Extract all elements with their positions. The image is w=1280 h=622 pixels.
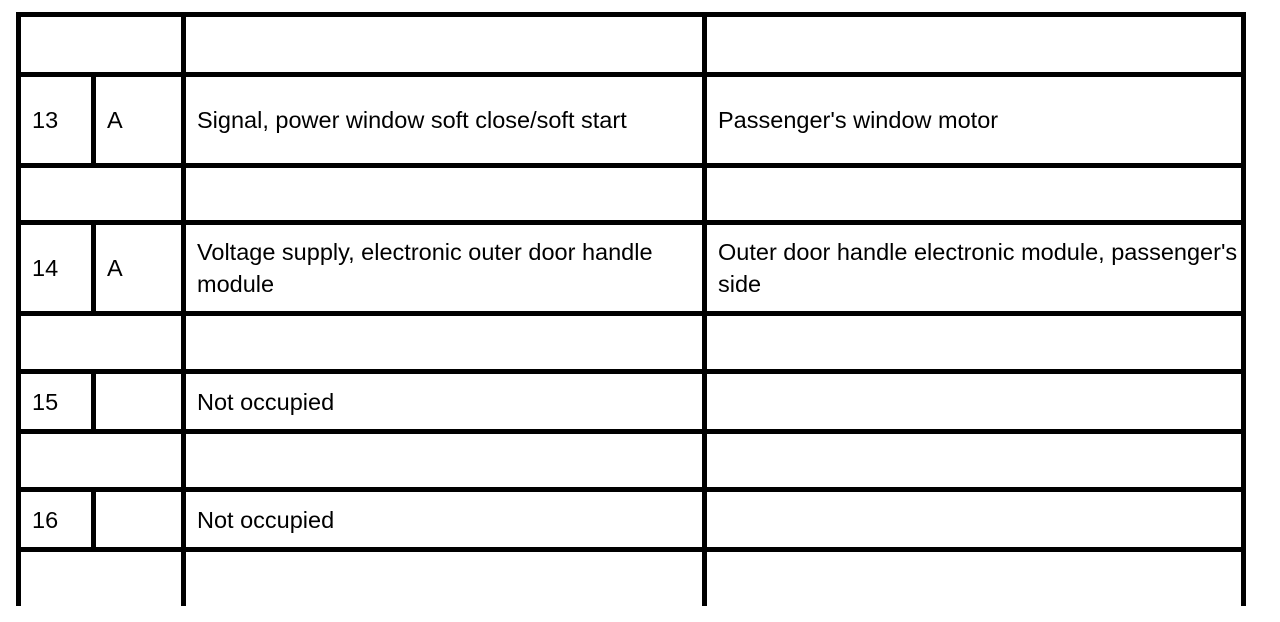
pin-cell: 14 xyxy=(21,225,91,311)
spacer-cell xyxy=(21,434,181,487)
description-cell: Not occupied xyxy=(186,492,702,547)
pin-cell: 15 xyxy=(21,374,91,429)
spacer-cell xyxy=(186,316,702,369)
component-cell: Outer door handle electronic module, passenger's side xyxy=(707,225,1241,311)
spacer-cell xyxy=(21,316,181,369)
spacer-cell xyxy=(707,316,1241,369)
spacer-cell xyxy=(186,552,702,606)
component-cell xyxy=(707,374,1241,429)
spacer-cell xyxy=(707,17,1241,72)
pin-cell: 16 xyxy=(21,492,91,547)
description-cell: Signal, power window soft close/soft start xyxy=(186,77,702,163)
code-cell xyxy=(96,374,181,429)
pin-assignment-table xyxy=(16,12,1246,606)
spacer-cell xyxy=(21,17,181,72)
spacer-cell xyxy=(186,168,702,220)
spacer-cell xyxy=(21,168,181,220)
spacer-cell xyxy=(707,168,1241,220)
component-cell: Passenger's window motor xyxy=(707,77,1241,163)
pin-cell: 13 xyxy=(21,77,91,163)
code-cell: A xyxy=(96,77,181,163)
code-cell: A xyxy=(96,225,181,311)
spacer-cell xyxy=(186,434,702,487)
component-cell xyxy=(707,492,1241,547)
spacer-cell xyxy=(707,434,1241,487)
code-cell xyxy=(96,492,181,547)
description-cell: Voltage supply, electronic outer door handle module xyxy=(186,225,702,311)
spacer-cell xyxy=(707,552,1241,606)
spacer-cell xyxy=(186,17,702,72)
spacer-cell xyxy=(21,552,181,606)
description-cell: Not occupied xyxy=(186,374,702,429)
